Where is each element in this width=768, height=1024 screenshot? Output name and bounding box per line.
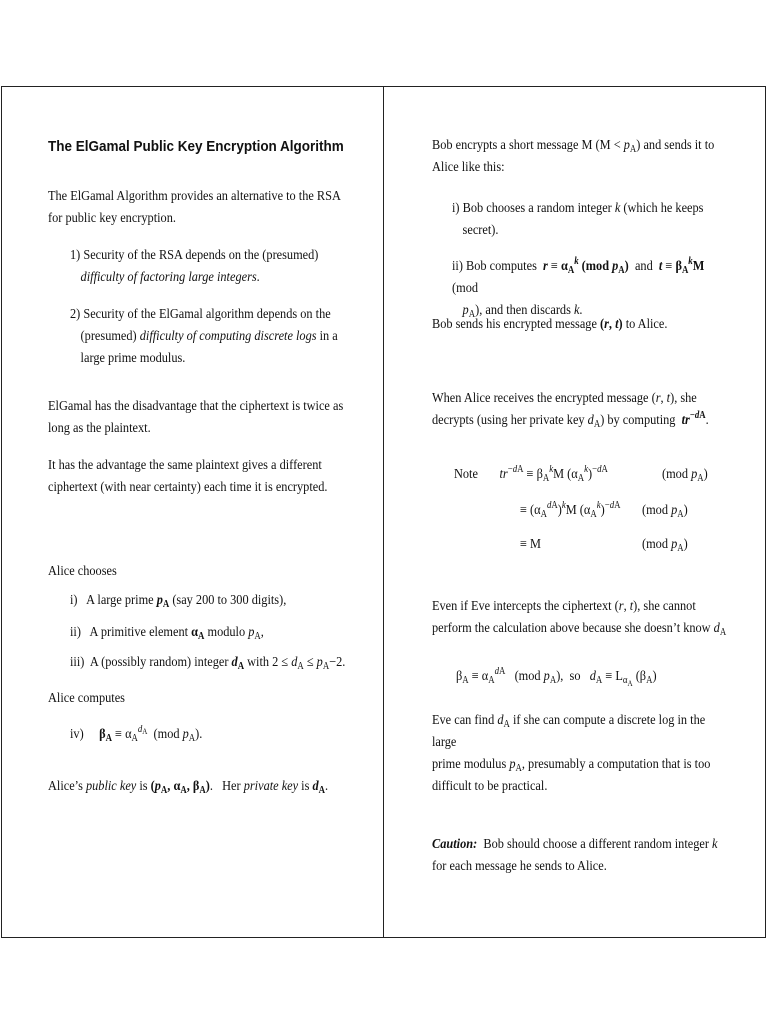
bob-encrypts-paragraph: Bob encrypts a short message M $(M < p_A)$ and sends it to Alice like this:: [432, 138, 715, 175]
eve-can-find-paragraph: Eve can find $d_A$ if she can compute a discrete log in the large prime modulus $p_A$, presumably a computation that is too difficult to be practical.: [432, 713, 711, 794]
note-equation-line-2: ≡ $(\alpha_A^{dA})^kM$ $(\alpha_A^k)^{-dA}$: [520, 500, 621, 520]
page-title: The ElGamal Public Key Encryption Algorithm: [48, 138, 344, 155]
caution-paragraph: Caution: Bob should choose a different random integer k for each message he sends to Alice.: [432, 837, 718, 874]
alice-decrypts-paragraph: When Alice receives the encrypted message (r, t), she decrypts (using her private key $d_A$) by computing $tr^{-dA}$.: [432, 391, 709, 430]
bob-sends-line: Bob sends his encrypted message (r, t) to Alice.: [432, 317, 668, 332]
compute-item-iv: iv) $\beta_A \equiv \alpha_A^{d_A}$ (mod $p_A$).: [70, 724, 203, 744]
advantage-paragraph: It has the advantage the same plaintext gives a different ciphertext (with near certainty) each time it is encrypted.: [48, 458, 328, 495]
choose-item-i: i) A large prime $p_A$ (say 200 to 300 digits),: [70, 593, 287, 610]
disadvantage-paragraph: ElGamal has the disadvantage that the ciphertext is twice as long as the plaintext.: [48, 399, 344, 436]
alice-computes-label: Alice computes: [48, 691, 125, 706]
alice-chooses-label: Alice chooses: [48, 564, 117, 579]
note-equation-line-3: ≡ M: [520, 537, 541, 552]
list-item-elgamal: 2) Security of the ElGamal algorithm depends on the (presumed) difficulty of computing discrete logs in a large prime modulus.: [70, 307, 338, 366]
list-item-rsa: 1) Security of the RSA depends on the (presumed) difficulty of factoring large integers.: [70, 248, 319, 285]
column-divider: [383, 86, 384, 938]
bob-step-ii: ii) Bob computes $r \equiv \alpha_A^k$ (mod $p_A$) and $t \equiv \beta_A^kM$ (mod $p_A$), and then discards k.: [452, 256, 705, 320]
discrete-log-equation: $\beta_A \equiv \alpha_A^{dA}$ (mod $p_A$), so $d_A \equiv L_{\alpha_A}$ $(\beta_A)$: [456, 666, 657, 688]
choose-item-ii: ii) A primitive element $\alpha_A$ modulo $p_A$,: [70, 625, 264, 642]
note-mod-2: (mod $p_A$): [642, 503, 688, 520]
intro-paragraph: The ElGamal Algorithm provides an alternative to the RSA for public key encryption.: [48, 189, 341, 226]
key-summary: Alice’s public key is ($p_A$, $\alpha_A$, $\beta_A$). Her private key is $d_A$.: [48, 779, 329, 796]
eve-intercepts-paragraph: Even if Eve intercepts the ciphertext (r, t), she cannot perform the calculation above because she doesn’t know $d_A$: [432, 599, 727, 638]
note-mod-1: (mod $p_A$): [662, 467, 708, 484]
bob-step-i: i) Bob chooses a random integer k (which he keeps secret).: [452, 201, 704, 238]
note-equation-line-1: Note $tr^{-dA} \equiv \beta_A^kM$ $(\alpha_A^k)^{-dA}$: [454, 464, 608, 484]
choose-item-iii: iii) A (possibly random) integer $d_A$ with $2 \le d_A \le p_A-2$.: [70, 655, 346, 672]
note-mod-3: (mod $p_A$): [642, 537, 688, 554]
